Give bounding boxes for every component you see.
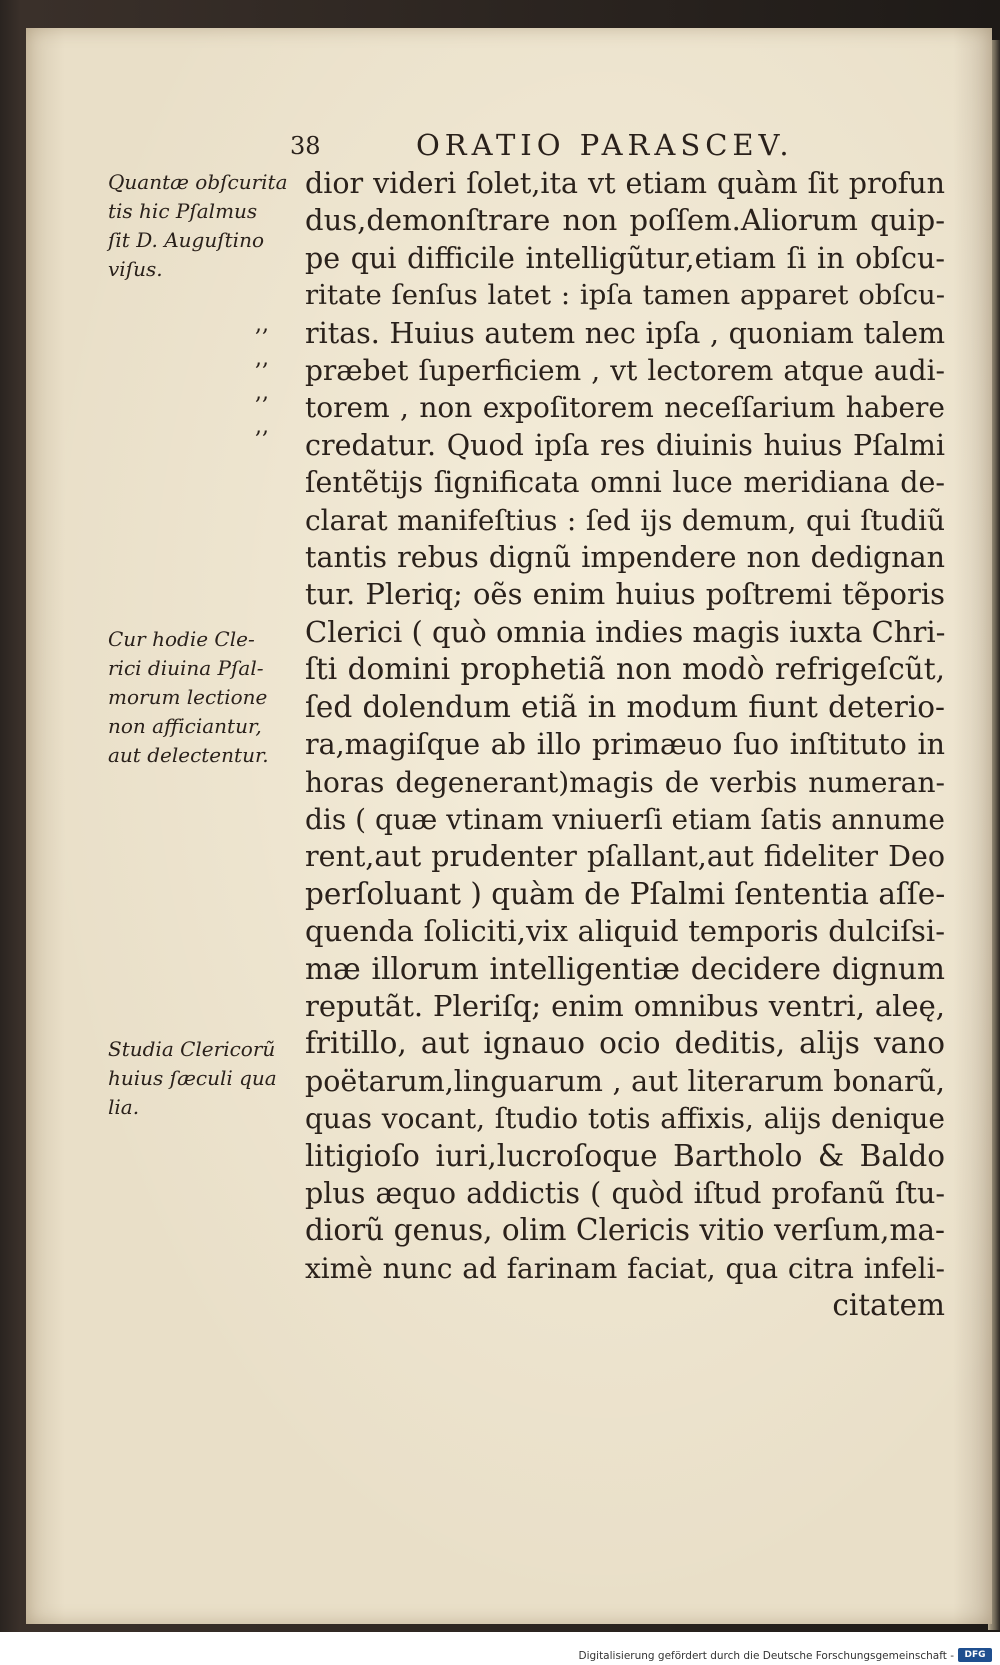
footer-credit: Digitalisierung gefördert durch die Deutsche Forschungsgemeinschaft - [578,1650,954,1662]
marginal-line: non afficiantur, [108,714,262,738]
text-line: Clerici ( quò omnia indies magis iuxta Chri- [305,614,946,649]
text-line: mæ illorum intelligentiæ decidere dignum [305,951,945,986]
marginal-line: tis hic Pſalmus [108,199,258,223]
text-line: quenda ſoliciti,vix aliquid temporis dulciſsi- [305,914,945,949]
running-title: ORATIO PARASCEV. [416,128,794,162]
marginal-line: morum lectione [108,685,268,709]
text-line: credatur. Quod ipſa res diuinis huius Pſalmi [305,428,945,462]
text-line: ximè nunc ad farinam faciat, qua citra infeli- [305,1251,945,1285]
text-line: ra,magiſque ab illo primæuo ſuo inſtituto in [305,728,945,762]
marginal-line: rici diuina Pſal- [108,656,264,680]
text-line: rent,aut prudenter pſallant,aut fideliter Deo [305,840,945,874]
text-line: perſoluant ) quàm de Pſalmi ſententia aſſe- [305,876,946,911]
text-line: horas degenerant)magis de verbis numeran- [305,765,945,799]
text-line: pe qui difficile intelligũtur,etiam ſi in obſcu- [305,241,945,275]
marginal-line: Cur hodie Cle- [108,627,255,651]
quote-mark: ,, [255,312,269,337]
quote-mark: ,, [255,380,269,405]
marginal-line: Studia Clericorũ [108,1037,276,1061]
marginal-note-1 [108,168,303,284]
text-line: clarat manifeſtius : ſed ijs demum, qui ſtudiũ [305,503,945,537]
text-line: poëtarum,linguarum , aut literarum bonarũ, [305,1064,945,1098]
marginal-line: huius ſæculi qua [108,1066,277,1090]
text-line: plus æquo addictis ( quòd iſtud profanũ ſtu- [305,1176,945,1210]
text-line: litigioſo iuri,lucroſoque Bartholo & Baldo [305,1138,945,1173]
running-head [290,128,910,168]
marginal-line: Quantæ obſcurita [108,170,288,194]
text-line: tur. Pleriq; oẽs enim huius poſtremi tẽporis [305,577,945,612]
text-line: ſti domini prophetiã non modò refrigeſcũt, [305,652,945,687]
page-number: 38 [290,132,321,160]
marginal-line: viſus. [108,257,163,281]
text-line: ritas. Huius autem nec ipſa , quoniam talem [305,316,945,350]
quote-mark: ,, [255,414,269,439]
text-line: dior videri ſolet,ita vt etiam quàm ſit profun [305,167,945,200]
text-line: torem , non expoſitorem neceſſarium habere [305,391,945,425]
text-line: ſed dolendum etiã in modum fiunt deterio- [305,689,945,724]
marginal-line: ſit D. Auguſtino [108,228,264,252]
marginal-line: lia. [108,1095,140,1119]
text-line: præbet ſuperficiem , vt lectorem atque audi- [305,354,945,388]
main-text-block [305,165,945,1325]
text-line: dis ( quæ vtinam vniuerſi etiam ſatis annume [305,802,945,836]
text-line: ritate ſenſus latet : ipſa tamen apparet obſcu- [305,279,945,312]
text-line: ſentẽtijs ſignificata omni luce meridiana de- [305,466,945,500]
text-line: tantis rebus dignũ impendere non dedignan [305,541,945,575]
text-line: diorũ genus, olim Clericis vitio verſum,ma- [305,1213,945,1248]
dfg-logo: DFG [958,1648,992,1662]
text-line: reputãt. Pleriſq; enim omnibus ventri, aleę, [305,988,945,1023]
marginal-note-3 [108,1035,303,1122]
text-line: dus,demonſtrare non poſſem.Aliorum quip- [305,203,945,238]
marginal-note-2 [108,625,303,770]
text-line: fritillo, aut ignauo ocio deditis, alijs vano [305,1026,945,1061]
quote-mark: ,, [255,346,269,371]
text-line: quas vocant, ſtudio totis affixis, alijs denique [305,1102,945,1136]
quotation-marks [255,308,295,444]
marginal-line: aut delectentur. [108,743,269,767]
catchword: citatem [832,1288,945,1323]
